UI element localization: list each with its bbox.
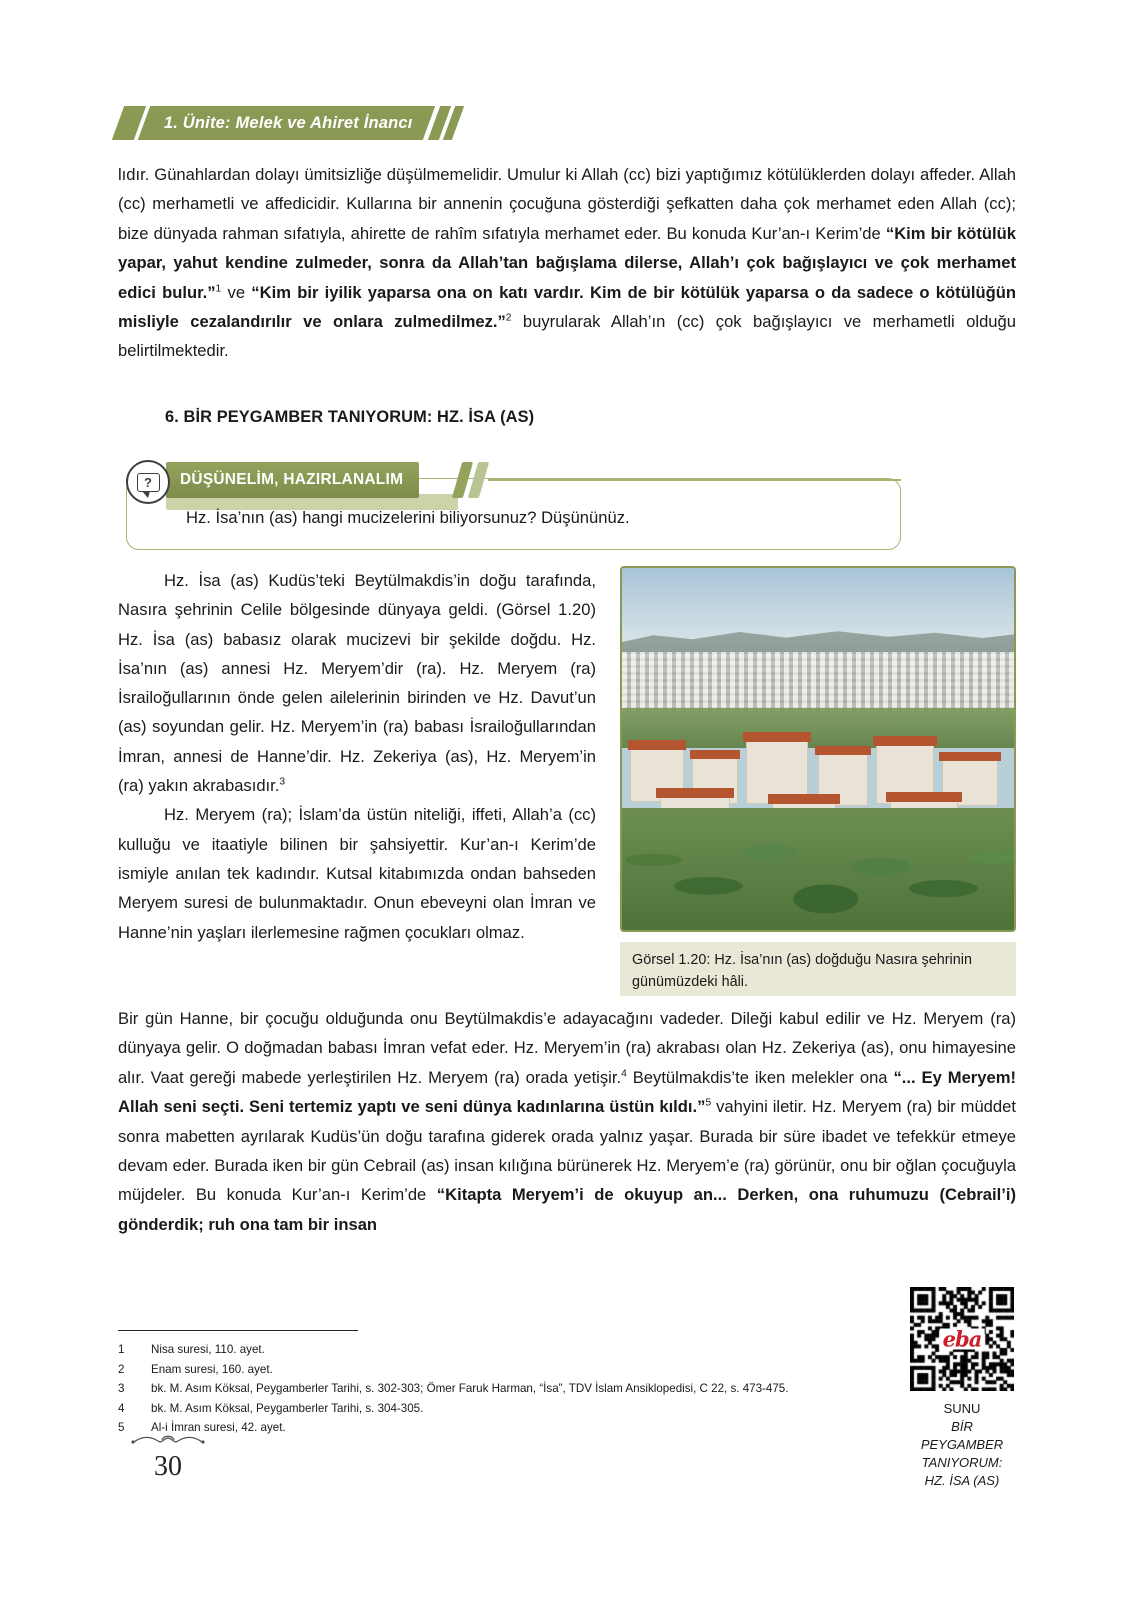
- footnote-text: bk. M. Asım Köksal, Peygamberler Tarihi, s. 302-303; Ömer Faruk Harman, “İsa”, TDV İslam Ansiklopedisi, C 22, s. 473-475.: [151, 1382, 789, 1396]
- intro-quote-2: “Kim bir iyilik yaparsa ona on katı vardır. Kim de bir kötülük yaparsa o da sadece o kötülüğün misliyle cezalandırılır ve onlara zulmedilmez.”: [118, 282, 1016, 332]
- unit-title-plate: [138, 106, 435, 140]
- body-seg-2: Beytülmakdis’te iken melekler ona: [626, 1067, 894, 1087]
- photo-foreground-trees: [622, 808, 1014, 932]
- body-quote-2: “Kitapta Meryem’i de okuyup an... Derken, ona ruhumuzu (Cebrail’i) gönderdik; ruh ona tam bir insan: [118, 1185, 1016, 1234]
- figure-caption: Görsel 1.20: Hz. İsa’nın (as) doğduğu Nasıra şehrinin günümüzdeki hâli.: [620, 942, 1016, 996]
- page-number-block: [118, 1432, 218, 1482]
- left-text-column: [118, 566, 596, 947]
- think-box-tab-label: DÜŞÜNELİM, HAZIRLANALIM: [180, 471, 404, 488]
- unit-title-text: 1. Ünite: Melek ve Ahiret İnancı: [164, 113, 413, 132]
- footnote-item: [118, 1340, 908, 1360]
- footnote-number: 2: [118, 1362, 125, 1376]
- footnote-item: [118, 1399, 908, 1419]
- think-box-question: Hz. İsa’nın (as) hangi mucizelerini biliyorsunuz? Düşününüz.: [186, 508, 630, 527]
- footnote-ref-5: 5: [705, 1097, 712, 1109]
- think-prepare-box: [126, 458, 901, 550]
- footnote-number: 4: [118, 1401, 125, 1415]
- footnote-text: Enam suresi, 160. ayet.: [151, 1362, 273, 1376]
- intro-seg-1: lıdır. Günahlardan dolayı ümitsizliğe düşülmemelidir. Umulur ki Allah (cc) bizi yaptığımız kötülüklerden dolayı affeder. Allah (cc) merhametli ve affedicidir. Kullarına bir annenin çocuğuna gösterdiği şefkatten daha çok merhamet eden Allah (cc); bize dünyada rahman sıfatıyla, ahirette de rahîm sıfatıyla merhamet eder. Bu konuda Kur’an-ı Kerim’de: [118, 165, 1016, 243]
- footnote-number: 3: [118, 1382, 125, 1396]
- qr-caption: [910, 1400, 1014, 1490]
- question-badge: [126, 460, 170, 504]
- ornament-icon: [118, 1432, 218, 1452]
- intro-seg-3: buyrularak Allah’ın (cc) çok bağışlayıcı ve merhametli olduğu belirtilmektedir.: [118, 312, 1016, 361]
- figure-image: [620, 566, 1016, 932]
- question-mark-icon: ?: [144, 474, 152, 490]
- qr-caption-line-4: HZ. İSA (AS): [924, 1473, 1000, 1488]
- body-paragraph: [118, 1004, 1016, 1239]
- body-paragraph-block: [118, 1004, 1016, 1239]
- body-seg-1: Bir gün Hanne, bir çocuğu olduğunda onu Beytülmakdis’e adayacağını vadeder. Dileği kabul edilir ve Hz. Meryem (ra) dünyaya gelir. O doğmadan babası İmran vefat eder. Hz. Meryem’in (ra) akrabası olan Hz. Zekeriya (as), onu himayesine alır. Vaat gereği mabede yerleştirilen Hz. Meryem (ra) orada yetişir.: [118, 1009, 1016, 1087]
- intro-seg-2: ve: [221, 282, 252, 302]
- footnote-list: [118, 1340, 908, 1438]
- intro-paragraph: [118, 160, 1016, 366]
- body-seg-3: vahyini iletir. Hz. Meryem (ra) bir müddet sonra mabetten ayrılarak Kudüs’ün doğu tarafına giderek orada yalnız yaşar. Burada bir süre ibadet ve tefekkür etmeye devam eder. Burada iken bir gün Cebrail (as) insan kılığına bürünerek Hz. Meryem’e (ra) görünür, onu bir oğlan çocuğuyla müjdeler. Bu konuda Kur’an-ı Kerim’de: [118, 1097, 1016, 1205]
- intro-quote-1: “Kim bir kötülük yapar, yahut kendine zulmeder, sonra da Allah’tan bağışlama dilerse, Allah’ı çok bağışlayıcı ve çok merhamet edici bulur.”: [118, 223, 1016, 302]
- qr-code-block[interactable]: [910, 1287, 1014, 1490]
- footnote-separator: [118, 1330, 358, 1331]
- footnote-text: bk. M. Asım Köksal, Peygamberler Tarihi, s. 304-305.: [151, 1401, 424, 1415]
- think-box-tab: [166, 462, 419, 498]
- footnote-item: [118, 1379, 908, 1399]
- think-box-rule: [488, 479, 901, 481]
- footnote-number: 5: [118, 1421, 125, 1435]
- footnote-ref-3: 3: [279, 776, 286, 788]
- footnote-item: [118, 1418, 908, 1438]
- footnote-item: [118, 1360, 908, 1380]
- nazareth-photo: [622, 568, 1014, 930]
- qr-caption-line-1: SUNU: [943, 1401, 981, 1416]
- speech-bubble-icon: [137, 473, 160, 492]
- eba-logo: eba: [940, 1329, 985, 1350]
- page-number: 30: [154, 1451, 182, 1482]
- intro-paragraph-block: [118, 160, 1016, 366]
- footnote-ref-4: 4: [621, 1068, 627, 1080]
- body-quote-1: “... Ey Meryem! Allah seni seçti. Seni tertemiz yaptı ve seni dünya kadınlarına üstün kıldı.”: [118, 1067, 1016, 1117]
- footnote-ref-1: 1: [215, 283, 222, 295]
- left-paragraph-1: [118, 566, 596, 800]
- footnote-number: 1: [118, 1343, 125, 1356]
- qr-code-icon[interactable]: [910, 1287, 1014, 1391]
- left-para-1-text: Hz. İsa (as) Kudüs’teki Beytülmakdis’in doğu tarafında, Nasıra şehrinin Celile bölgesinde dünyaya geldi. (Görsel 1.20) Hz. İsa (as) babasız olarak mucizevi bir şekilde doğdu. Hz. İsa’nın (as) annesi Hz. Meryem’dir (ra). Hz. Meryem (ra) İsrailoğullarının önde gelen ailelerinin birinden ve Hz. Davut’un (as) soyundan gelir. Hz. Meryem’in (ra) babası İsrailoğullarından İmran, annesi de Hanne’dir. Hz. Zekeriya (as), Hz. Meryem’in (ra) yakın akrabasıdır.: [118, 571, 596, 796]
- footnote-ref-2: 2: [505, 312, 512, 324]
- qr-caption-line-2: BİR PEYGAMBER: [920, 1419, 1004, 1452]
- qr-caption-line-3: TANIYORUM:: [921, 1455, 1003, 1470]
- photo-distant-city: [622, 652, 1014, 714]
- left-paragraph-2: Hz. Meryem (ra); İslam’da üstün niteliği, iffeti, Allah’a (cc) kulluğu ve itaatiyle bilinen bir şahsiyettir. Kur’an-ı Kerim’de ismiyle anılan tek kadındır. Kutsal kitabımızda ondan bahseden Meryem suresi de bulunmaktadır. Onun ebeveyni olan İmran ve Hanne’nin yaşları ilerlemesine rağmen çocukları olmaz.: [118, 805, 596, 942]
- section-heading: 6. BİR PEYGAMBER TANIYORUM: HZ. İSA (AS): [165, 408, 535, 426]
- unit-header-banner: [118, 106, 458, 140]
- footnote-text: Nisa suresi, 110. ayet.: [151, 1343, 265, 1356]
- footnote-text: Al-i İmran suresi, 42. ayet.: [151, 1421, 286, 1435]
